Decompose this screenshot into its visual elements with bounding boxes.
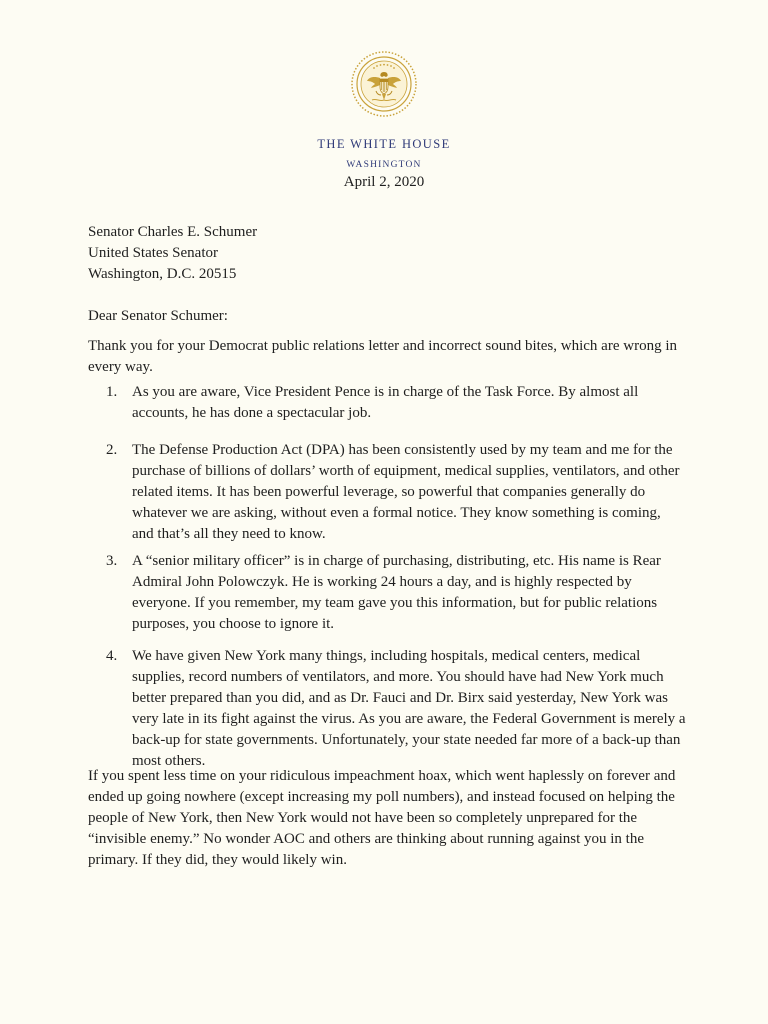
letterhead-title: THE WHITE HOUSE	[317, 137, 451, 151]
recipient-address	[88, 222, 257, 285]
letter-date: April 2, 2020	[343, 174, 425, 190]
closing-paragraph: If you spent less time on your ridiculous impeachment hoax, which went haplessly on forever and ended up going nowhere (except increasing my poll numbers), and instead focused on helping the people of New York, then New York would not have been so completely unprepared for the “invisible enemy.” No wonder AOC and others are thinking about running against you in the primary. If they did, they would likely win.	[88, 768, 676, 868]
list-item-text: As you are aware, Vice President Pence is in charge of the Task Force. By almost all accounts, he has done a spectacular job.	[132, 384, 639, 421]
list-item-text: We have given New York many things, including hospitals, medical centers, medical supplies, record numbers of ventilators, and more. You should have had New York much better prepared than you did, and as Dr. Fauci and Dr. Birx said yesterday, New York was very late in its fight against the virus. As you are aware, the Federal Government is merely a back-up for state governments. Unfortunately, your state needed far more of a back-up than most others.	[132, 648, 686, 769]
list-item	[106, 646, 686, 772]
list-item-number: 4.	[106, 648, 118, 664]
list-item-number: 2.	[106, 442, 118, 458]
list-item-text: The Defense Production Act (DPA) has been consistently used by my team and me for the purchase of billions of dollars’ worth of equipment, medical supplies, ventilators, and other related items. It has been powerful leverage, so powerful that companies generally do whatever we are asking, without even a formal notice. They know something is coming, and that’s all they need to know.	[132, 442, 680, 542]
presidential-seal-icon	[350, 50, 418, 118]
salutation: Dear Senator Schumer:	[88, 308, 228, 324]
intro-paragraph: Thank you for your Democrat public relations letter and incorrect sound bites, which are wrong in every way.	[88, 338, 677, 375]
address-line-name: Senator Charles E. Schumer	[88, 224, 258, 240]
list-item	[106, 382, 686, 424]
list-item-number: 1.	[106, 384, 118, 400]
address-line-city: Washington, D.C. 20515	[88, 266, 237, 282]
list-item	[106, 551, 686, 635]
address-line-title: United States Senator	[88, 245, 218, 261]
list-item-text: A “senior military officer” is in charge of purchasing, distributing, etc. His name is Rear Admiral John Polowczyk. He is working 24 hours a day, and is highly respected by everyone. If you remember, my team gave you this information, but for public relations purposes, you choose to ignore it.	[132, 553, 661, 632]
list-item	[106, 440, 686, 545]
list-item-number: 3.	[106, 553, 118, 569]
letterhead-city: WASHINGTON	[346, 160, 422, 170]
